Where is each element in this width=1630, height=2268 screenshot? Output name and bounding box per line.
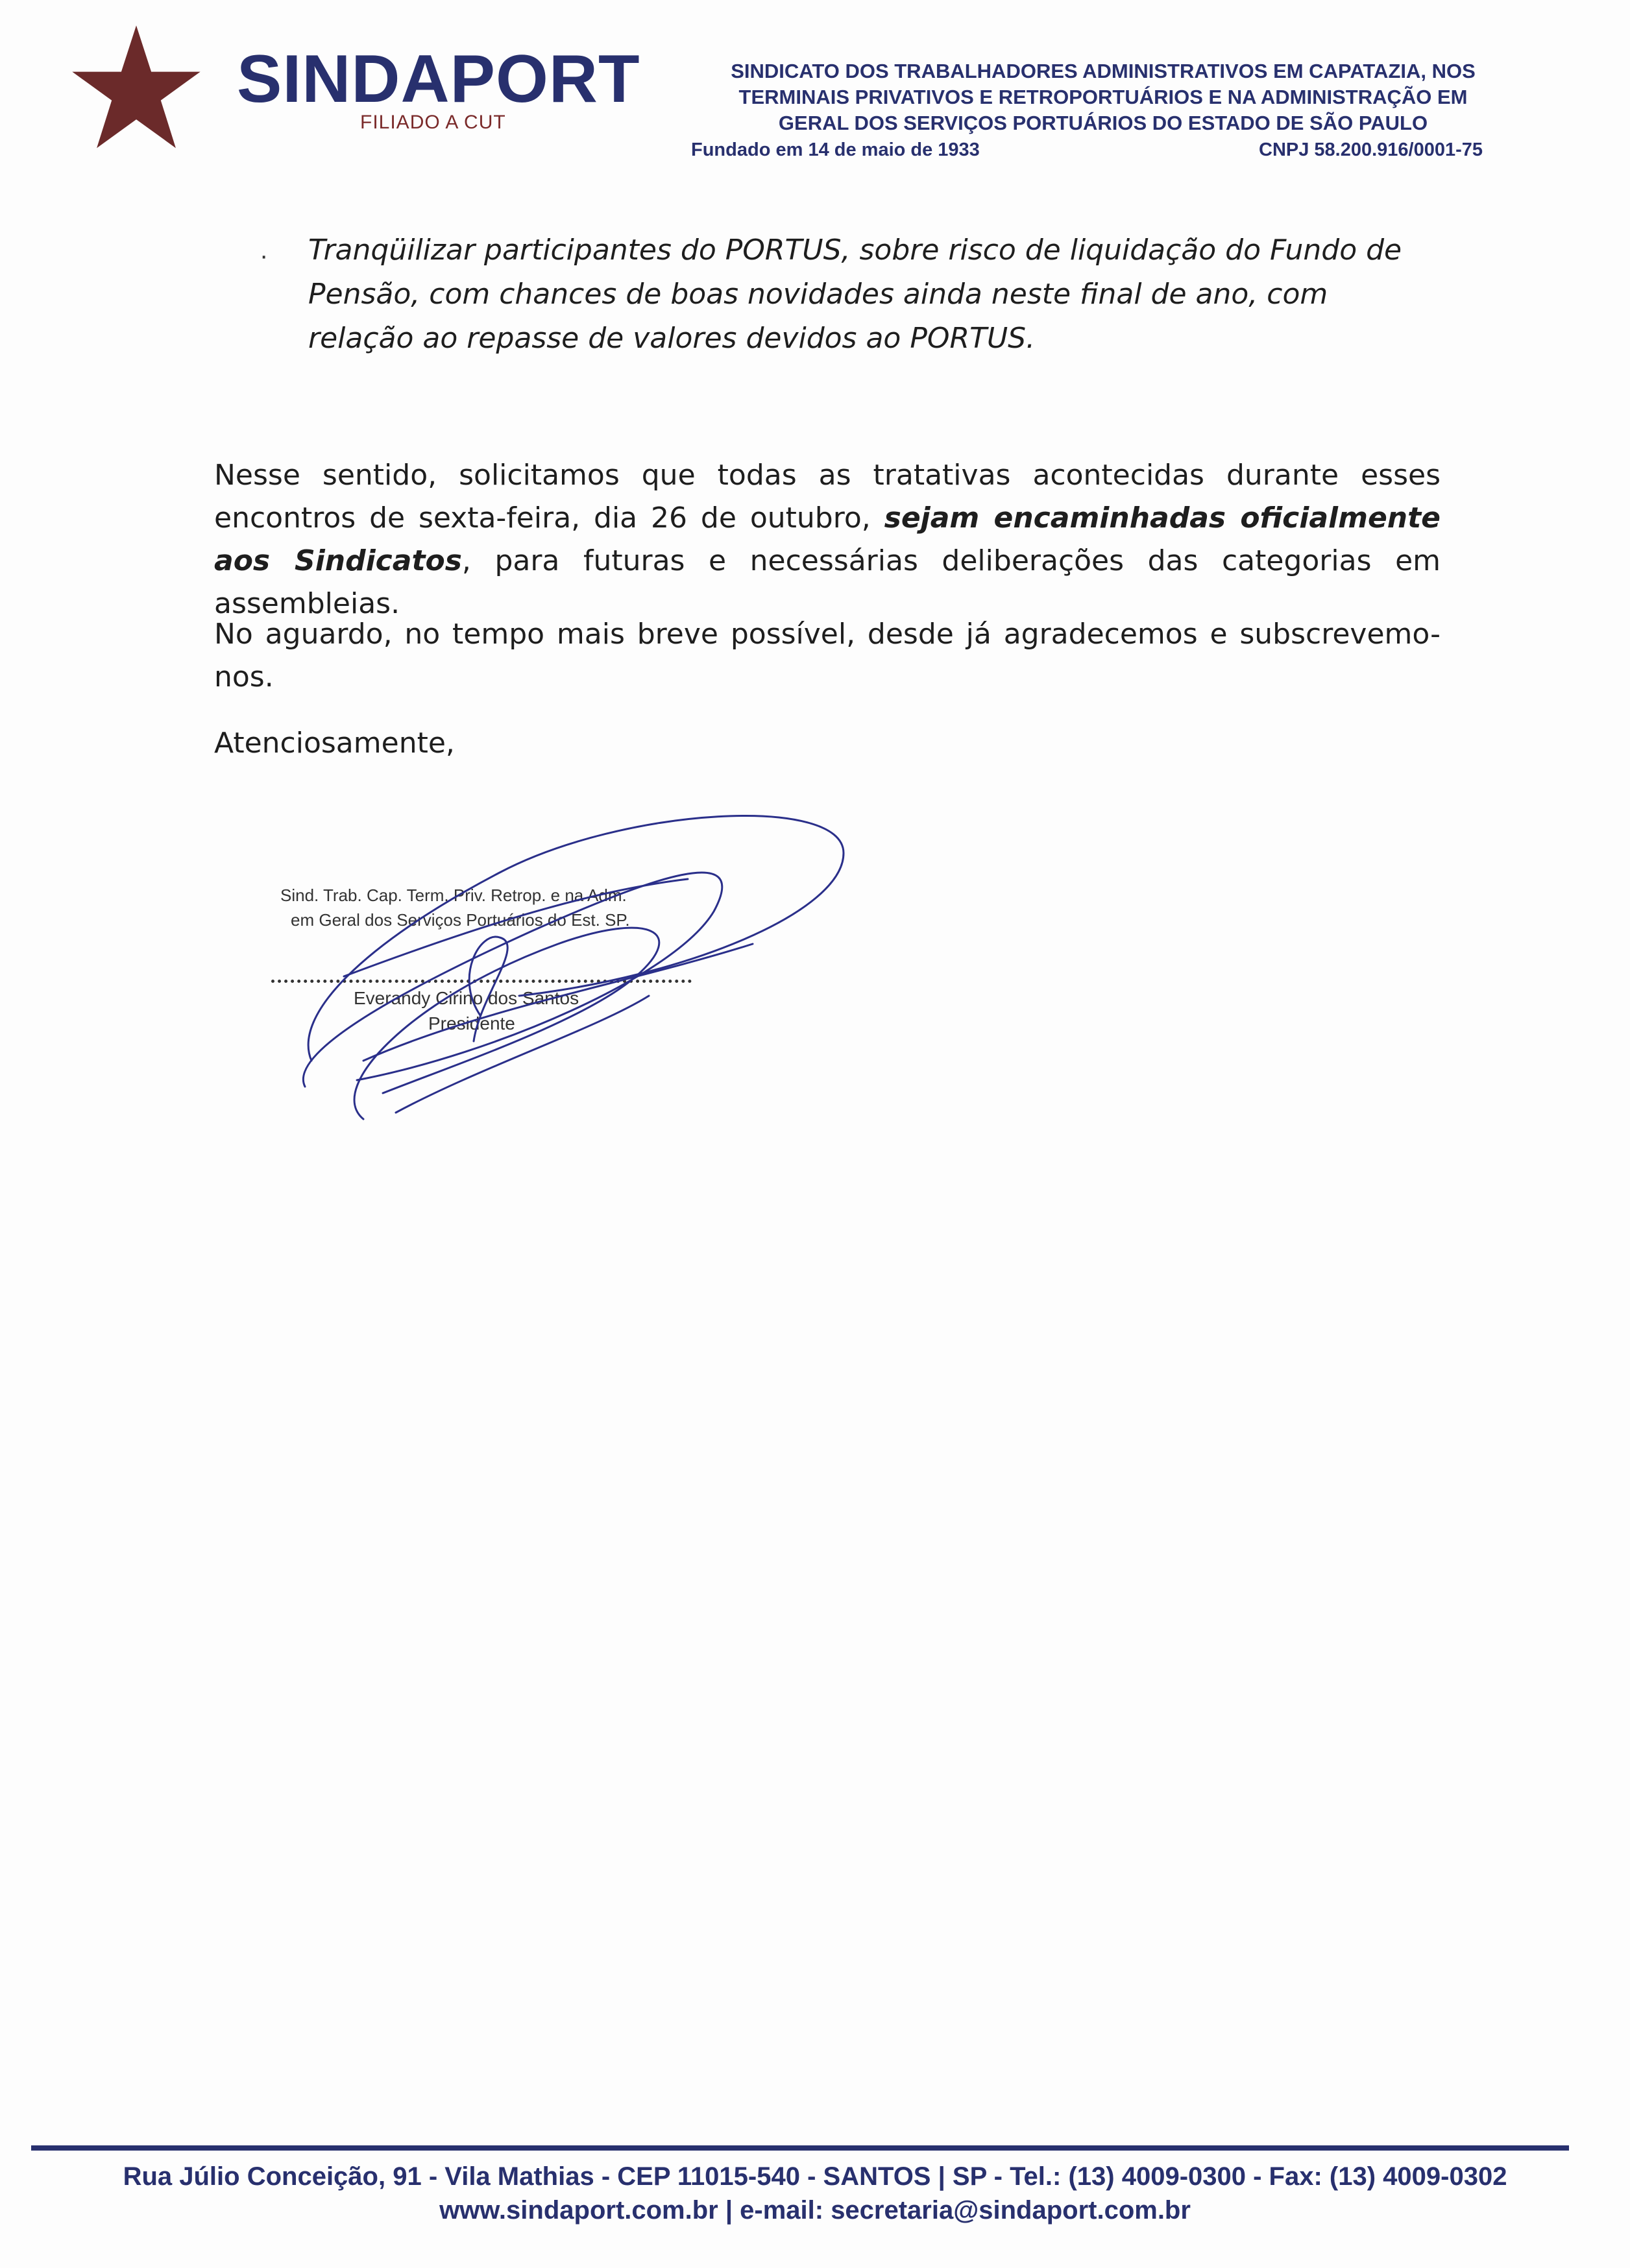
signatory-name: Everandy Cirino dos Santos [354,988,579,1008]
bullet-item: Tranqüilizar participantes do PORTUS, sobre risco de liquidação do Fundo de Pensão, com chances de boas novidades ainda neste final de ano, com relação ao repasse de valores devidos ao PORTUS. [308,234,1402,355]
footer-contact: www.sindaport.com.br | e-mail: secretaria@sindaport.com.br [439,2196,1191,2225]
paragraph-closing: No aguardo, no tempo mais breve possível, desde já agradecemos e subscrevemo-nos. [214,618,1441,694]
star-logo-icon [68,23,204,159]
founded-date: Fundado em 14 de maio de 1933 [691,139,980,160]
brand-name: SINDAPORT [237,42,640,117]
org-line: TERMINAIS PRIVATIVOS E RETROPORTUÁRIOS E NA ADMINISTRAÇÃO EM [738,86,1468,108]
footer-address: Rua Júlio Conceição, 91 - Vila Mathias - CEP 11015-540 - SANTOS | SP - Tel.: (13) 4009-0300 - Fax: (13) 4009-0302 [123,2162,1507,2191]
paragraph-text: Nesse sentido, solicitamos que todas as tratativas acontecidas durante esses encontros de sexta-feira, dia 26 de outubro, [214,459,1441,535]
stamp-line: Sind. Trab. Cap. Term. Priv. Retrop. e na Adm. [280,886,627,905]
handwritten-signature [286,782,857,1132]
bullet-marker: · [260,241,269,270]
salutation: Atenciosamente, [214,727,455,760]
brand-subtitle: FILIADO A CUT [360,112,506,133]
paragraph-request [214,454,1441,625]
cnpj-number: CNPJ 58.200.916/0001-75 [1259,139,1483,160]
org-line: GERAL DOS SERVIÇOS PORTUÁRIOS DO ESTADO DE SÃO PAULO [778,112,1428,134]
organization-name [668,58,1538,136]
emphasized-text: sejam encaminhadas oficialmente aos Sindicatos [214,501,1441,577]
footer-divider [31,2145,1569,2151]
signatory-title: Presidente [428,1013,515,1033]
stamp-line: em Geral dos Serviços Portuários do Est. SP. [291,910,630,930]
paragraph-text: , para futuras e necessárias deliberações das categorias em assembleias. [214,544,1441,620]
org-line: SINDICATO DOS TRABALHADORES ADMINISTRATIVOS EM CAPATAZIA, NOS [731,60,1476,82]
